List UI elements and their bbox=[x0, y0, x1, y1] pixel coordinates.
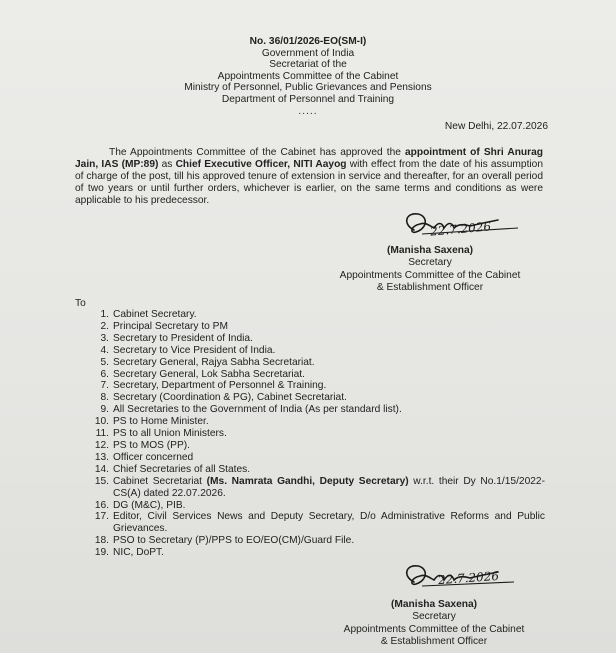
signatory-officer: & Establishment Officer bbox=[380, 636, 488, 648]
signatory-officer: & Establishment Officer bbox=[376, 282, 484, 294]
signature-1-date: 22.7.2026 bbox=[429, 219, 492, 239]
recipient-item bbox=[75, 535, 545, 547]
recipient-text: Secretary (Coordination & PG), Cabinet Secretariat. bbox=[113, 392, 347, 404]
recipient-number: 9. bbox=[100, 404, 109, 416]
recipient-item bbox=[75, 309, 545, 321]
recipient-number: 11. bbox=[95, 428, 109, 440]
recipient-text: PS to MOS (PP). bbox=[113, 439, 190, 451]
secretariat-line: Secretariat of the bbox=[269, 59, 347, 71]
recipient-text: Secretary General, Lok Sabha Secretariat. bbox=[113, 368, 305, 380]
recipient-item bbox=[75, 369, 545, 381]
para-post: Chief Executive Officer, NITI Aayog bbox=[175, 159, 347, 170]
recipient-number: 15. bbox=[94, 475, 109, 487]
recipient-item bbox=[75, 547, 545, 559]
recipient-text: Secretary to President of India. bbox=[113, 332, 253, 344]
recipient-text: Secretary, Department of Personnel & Training. bbox=[113, 380, 327, 392]
recipient-text: Cabinet Secretariat bbox=[113, 475, 207, 487]
recipient-text: Principal Secretary to PM bbox=[113, 320, 228, 332]
recipient-item bbox=[75, 440, 545, 452]
recipient-number: 13. bbox=[94, 451, 109, 463]
ministry-line: Ministry of Personnel, Public Grievances and Pensions bbox=[184, 82, 432, 94]
order-date: New Delhi, 22.07.2026 bbox=[444, 121, 548, 132]
recipient-number: 1. bbox=[100, 309, 109, 320]
signature-block-2 bbox=[322, 599, 546, 649]
recipient-item bbox=[75, 416, 545, 428]
recipient-number: 6. bbox=[100, 368, 109, 380]
recipient-item bbox=[75, 333, 545, 345]
recipient-bold-text: (Ms. Namrata Gandhi, Deputy Secretary) bbox=[206, 475, 409, 487]
recipient-item bbox=[75, 345, 545, 357]
recipient-text: All Secretaries to the Government of India (As per standard list). bbox=[113, 404, 402, 416]
recipient-text: PS to Home Minister. bbox=[113, 416, 209, 428]
recipient-number: 3. bbox=[100, 332, 109, 344]
government-line: Government of India bbox=[261, 47, 355, 59]
recipient-number: 17. bbox=[94, 511, 109, 523]
signatory-committee: Appointments Committee of the Cabinet bbox=[343, 623, 525, 635]
recipient-item bbox=[75, 380, 545, 392]
signatory-name: (Manisha Saxena) bbox=[390, 599, 478, 610]
recipient-list bbox=[75, 309, 545, 559]
recipient-number: 8. bbox=[100, 392, 109, 404]
recipient-text: Chief Secretaries of all States. bbox=[113, 463, 251, 475]
recipient-item bbox=[75, 392, 545, 404]
recipient-item bbox=[75, 452, 545, 464]
para-appointee: appointment of Shri Anurag Jain, IAS (MP:89) bbox=[75, 147, 543, 170]
recipient-text: PS to all Union Ministers. bbox=[113, 428, 227, 440]
recipient-item bbox=[75, 500, 545, 512]
recipient-text: Secretary General, Rajya Sabha Secretariat. bbox=[113, 356, 315, 368]
recipient-text: PSO to Secretary (P)/PPS to EO/EO(CM)/Guard File. bbox=[113, 535, 355, 547]
recipient-item bbox=[75, 428, 545, 440]
signatory-committee: Appointments Committee of the Cabinet bbox=[339, 269, 521, 281]
signatory-name: (Manisha Saxena) bbox=[386, 245, 474, 256]
recipient-number: 16. bbox=[94, 499, 109, 511]
recipient-number: 14. bbox=[94, 463, 109, 475]
recipient-number: 4. bbox=[100, 344, 109, 356]
recipient-item bbox=[75, 476, 545, 500]
recipient-text: Secretary to Vice President of India. bbox=[113, 344, 276, 356]
recipient-number: 7. bbox=[100, 380, 109, 392]
committee-line: Appointments Committee of the Cabinet bbox=[217, 70, 399, 82]
file-number: No. 36/01/2026-EO(SM-I) bbox=[249, 36, 367, 47]
signatory-designation: Secretary bbox=[408, 257, 452, 269]
letterhead bbox=[0, 36, 616, 117]
recipient-item bbox=[75, 511, 545, 535]
recipient-item bbox=[75, 464, 545, 476]
para-text-1: The Appointments Committee of the Cabinet has approved the bbox=[109, 147, 405, 158]
recipient-number: 19. bbox=[94, 547, 109, 559]
recipient-number: 18. bbox=[94, 535, 109, 547]
to-label: To bbox=[75, 298, 86, 309]
signatory-designation: Secretary bbox=[412, 611, 456, 623]
para-text-2: as bbox=[158, 159, 176, 170]
recipient-text: Editor, Civil Services News and Deputy Secretary, D/o Administrative Reforms and Public Grievances. bbox=[113, 511, 545, 535]
recipient-text-tail: w.r.t. their Dy No.1/15/2022-CS(A) dated 22.07.2026. bbox=[113, 475, 545, 499]
signature-2-date: 22.7.2026 bbox=[437, 568, 500, 588]
recipient-number: 5. bbox=[100, 356, 109, 368]
recipient-item bbox=[75, 321, 545, 333]
recipient-text: Officer concerned bbox=[113, 451, 194, 463]
recipient-item bbox=[75, 357, 545, 369]
recipient-text: Cabinet Secretary. bbox=[113, 309, 197, 320]
separator-dots: ..... bbox=[298, 105, 318, 117]
recipient-number: 12. bbox=[94, 439, 109, 451]
signature-block-1 bbox=[318, 245, 542, 295]
recipient-number: 10. bbox=[94, 416, 109, 428]
recipient-text: NIC, DoPT. bbox=[113, 547, 164, 559]
recipient-item bbox=[75, 404, 545, 416]
para-text-3: with effect from the date of his assumption of charge of the post, till his approved tenure of extension in service and thereafter, for an overall period of two years or until further orders, whichever is earlier, on the same terms and conditions as were applicable to his predecessor. bbox=[75, 159, 543, 206]
department-line: Department of Personnel and Training bbox=[221, 93, 395, 105]
recipient-number: 2. bbox=[100, 320, 109, 332]
recipient-text: DG (M&C), PIB. bbox=[113, 499, 186, 511]
order-paragraph bbox=[75, 147, 543, 207]
